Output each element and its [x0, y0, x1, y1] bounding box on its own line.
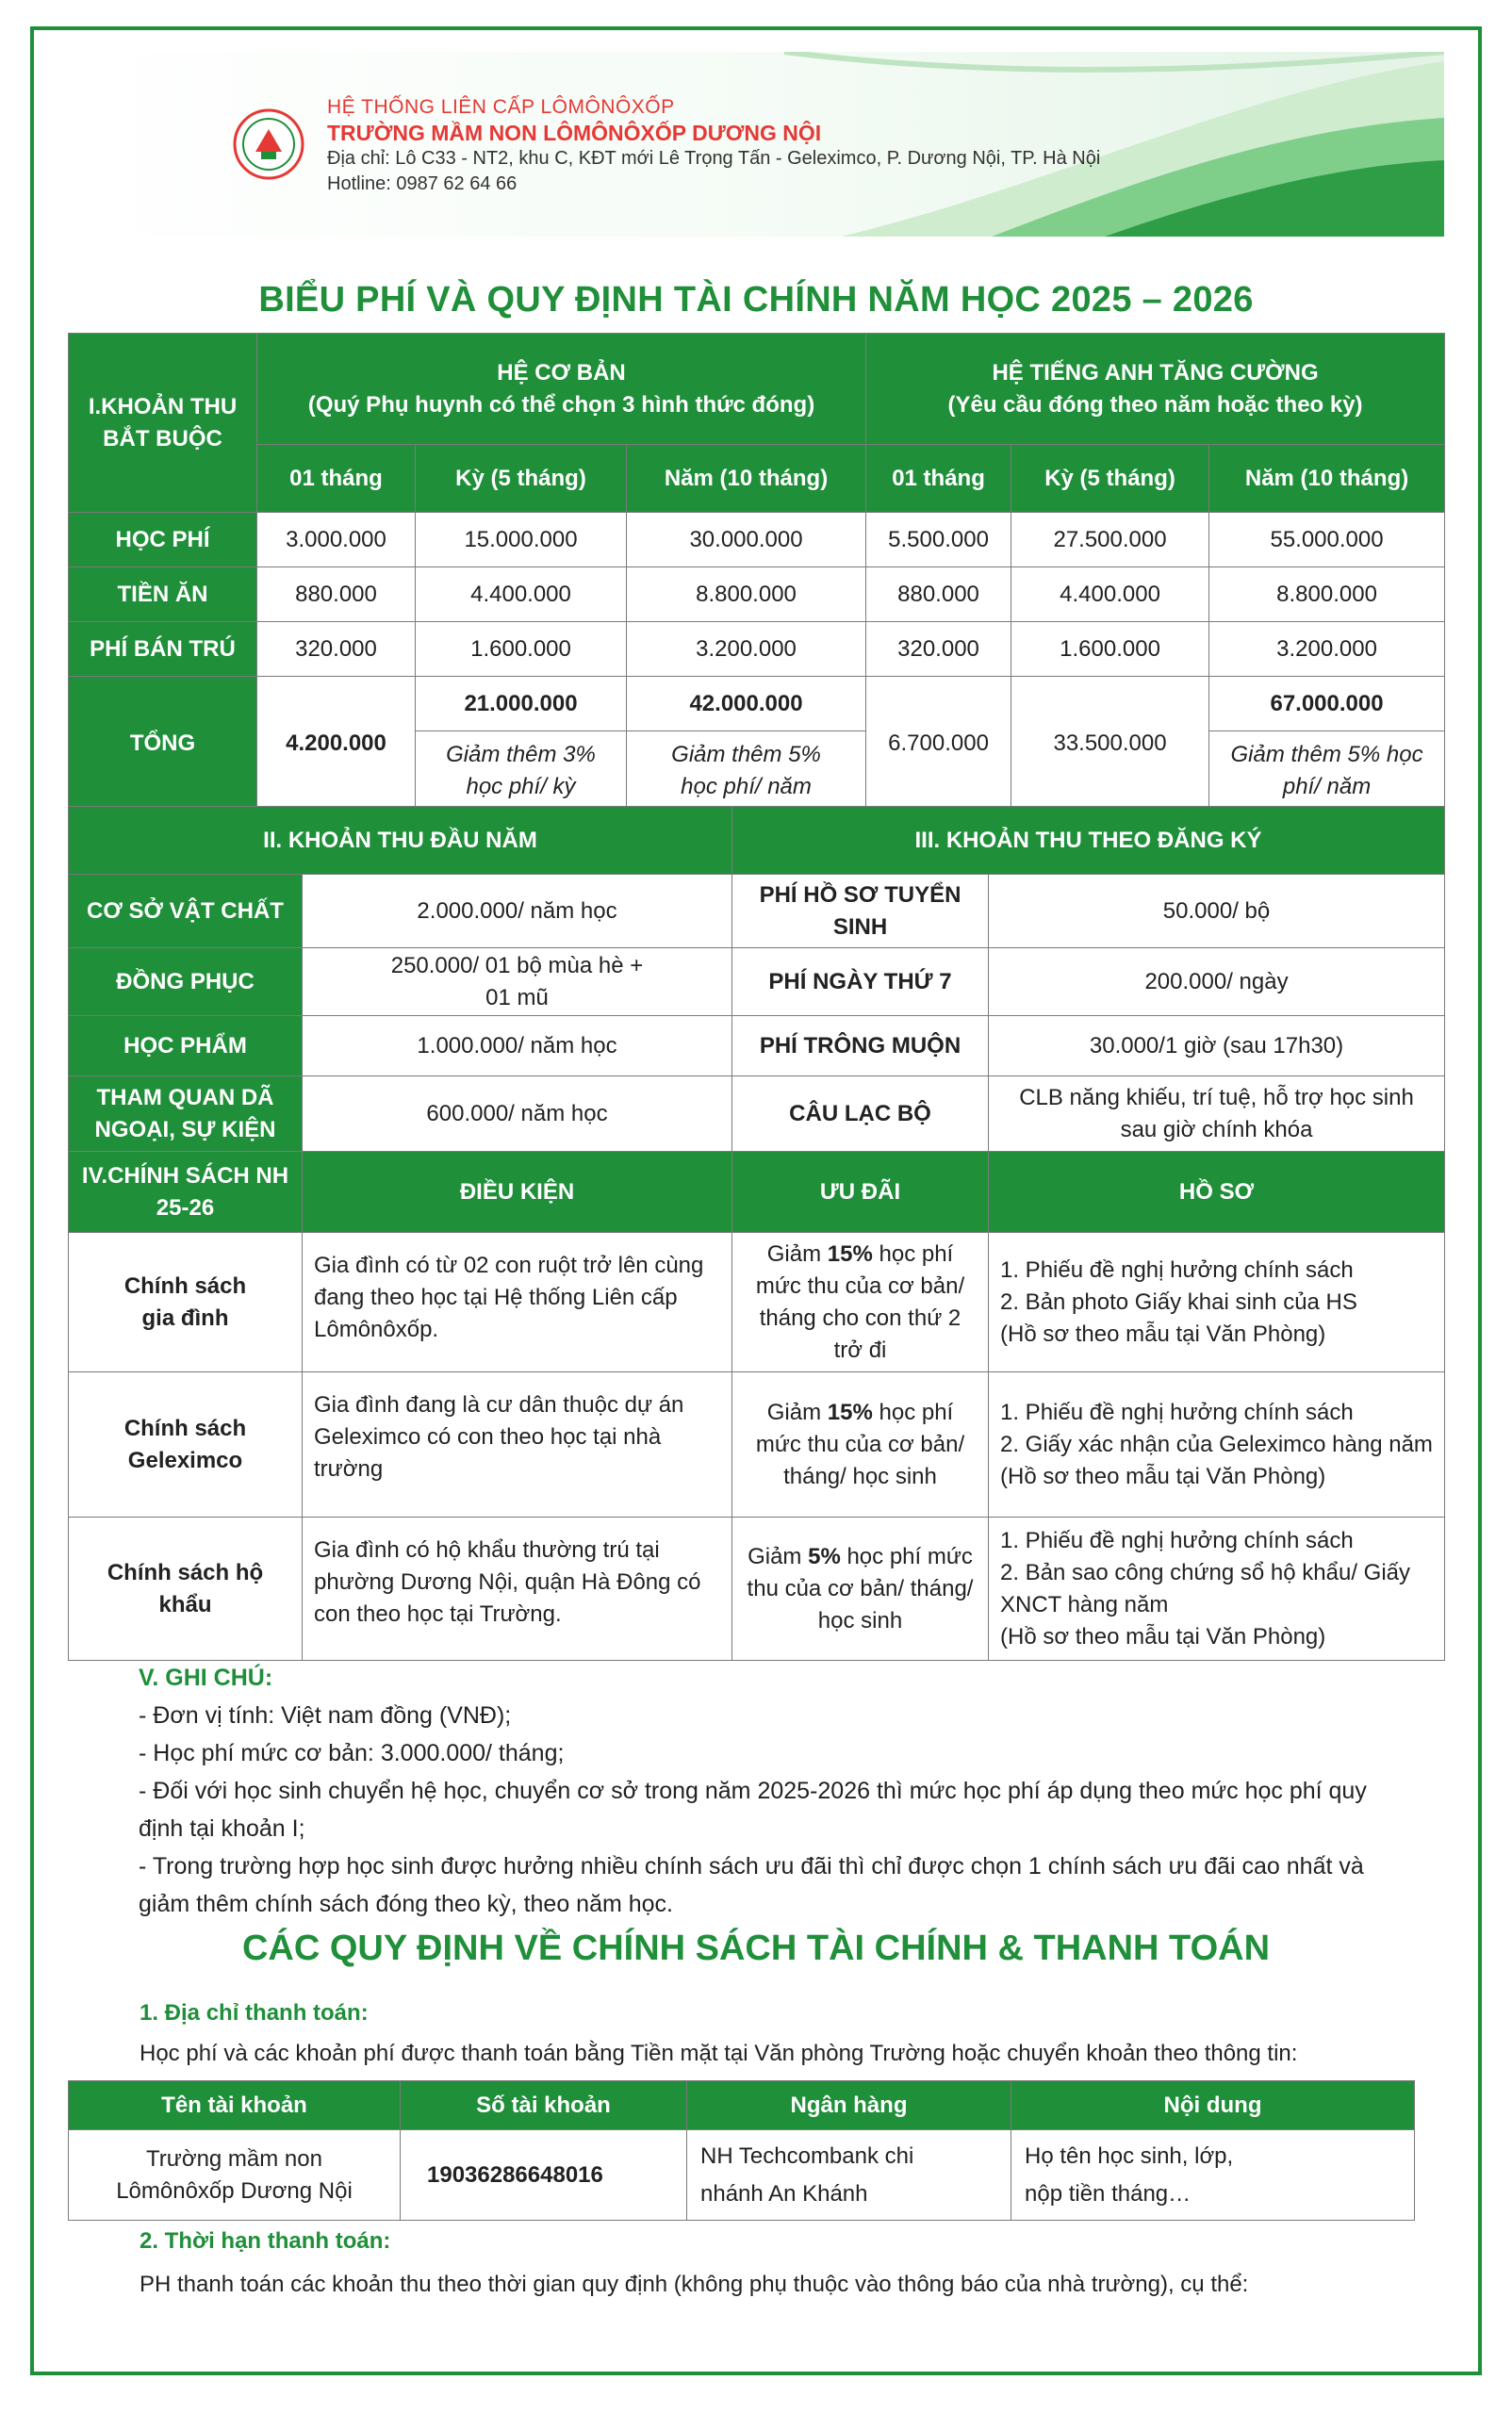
fee-cell: 320.000: [866, 622, 1011, 677]
documents-header: HỒ SƠ: [989, 1152, 1445, 1233]
document-item: 2. Giấy xác nhận của Geleximco hàng năm: [1000, 1431, 1433, 1457]
extra-fees-and-policy-table: [68, 806, 1445, 1661]
benefit-suffix: học phí mức thu của cơ bản/ tháng/ học sinh: [747, 1543, 974, 1633]
document-item: (Hồ sơ theo mẫu tại Văn Phòng): [1000, 1623, 1326, 1650]
document-item: (Hồ sơ theo mẫu tại Văn Phòng): [1000, 1463, 1326, 1489]
fee-cell: 1.600.000: [1011, 622, 1209, 677]
english-program-header: [866, 334, 1445, 445]
bank-account-table: [68, 2080, 1415, 2221]
col-header: Số tài khoản: [401, 2081, 687, 2130]
school-header: [68, 52, 1444, 237]
table-row: [69, 2130, 1415, 2221]
notes-title: V. GHI CHÚ:: [139, 1665, 273, 1691]
note-item: - Học phí mức cơ bản: 3.000.000/ tháng;: [139, 1740, 565, 1766]
document-item: 1. Phiếu đề nghị hưởng chính sách: [1000, 1527, 1354, 1553]
row-label: HỌC PHÍ: [69, 513, 257, 567]
fee-cell: 55.000.000: [1209, 513, 1445, 567]
table-row: [69, 1518, 1445, 1661]
total-english-year: 67.000.000: [1209, 677, 1445, 731]
fee-cell: 4.400.000: [1011, 567, 1209, 622]
benefit-percent: 5%: [808, 1543, 841, 1569]
benefit-suffix: học phí mức thu của cơ bản/ tháng cho con thứ 2 trở đi: [755, 1240, 965, 1363]
policy-name: Chính sách Geleximco: [69, 1372, 303, 1518]
table-row: [69, 1076, 1445, 1152]
fee-value: 2.000.000/ năm học: [303, 875, 732, 948]
basic-program-title: HỆ CƠ BẢN: [497, 359, 626, 386]
table-row: [69, 622, 1445, 677]
policy-documents: [989, 1372, 1445, 1518]
benefit-prefix: Giảm: [766, 1399, 828, 1425]
table-row: [69, 513, 1445, 567]
discount-note: Giảm thêm 3% học phí/ kỳ: [416, 731, 627, 811]
fee-cell: 3.200.000: [1209, 622, 1445, 677]
policy-benefit: [732, 1518, 989, 1661]
col-header: Nội dung: [1011, 2081, 1415, 2130]
section-iv-label: IV.CHÍNH SÁCH NH 25-26: [69, 1152, 303, 1233]
policy-benefit: [732, 1372, 989, 1518]
note-item: - Đối với học sinh chuyển hệ học, chuyển cơ sở trong năm 2025-2026 thì mức học phí áp dụng theo mức học phí quy định tại khoản I;: [139, 1778, 1367, 1842]
fee-value: 1.000.000/ năm học: [303, 1016, 732, 1076]
discount-note: Giảm thêm 5% học phí/ năm: [1209, 731, 1445, 811]
school-address: Địa chỉ: Lô C33 - NT2, khu C, KĐT mới Lê Trọng Tấn - Geleximco, P. Dương Nội, TP. Hà Nội: [327, 148, 1101, 169]
document-item: (Hồ sơ theo mẫu tại Văn Phòng): [1000, 1321, 1326, 1347]
row-label: TIỀN ĂN: [69, 567, 257, 622]
benefit-suffix: học phí mức thu của cơ bản/ tháng/ học sinh: [755, 1399, 965, 1489]
transfer-content: Họ tên học sinh, lớp, nộp tiền tháng…: [1011, 2130, 1415, 2221]
system-name: HỆ THỐNG LIÊN CẤP LÔMÔNÔXỐP: [327, 96, 675, 118]
fee-cell: 8.800.000: [1209, 567, 1445, 622]
total-basic-term: 21.000.000: [416, 677, 627, 731]
note-item: - Đơn vị tính: Việt nam đồng (VNĐ);: [139, 1702, 512, 1729]
fee-cell: 30.000.000: [627, 513, 866, 567]
table-row: [69, 875, 1445, 948]
condition-header: ĐIỀU KIỆN: [303, 1152, 732, 1233]
period-header: Năm (10 tháng): [1209, 445, 1445, 513]
section-i-label: I.KHOẢN THU BẮT BUỘC: [69, 334, 257, 513]
row-label: CƠ SỞ VẬT CHẤT: [69, 875, 303, 948]
payment-address-title: 1. Địa chỉ thanh toán:: [140, 2000, 369, 2026]
policy-benefit: [732, 1233, 989, 1372]
benefit-percent: 15%: [827, 1240, 873, 1267]
school-name: TRƯỜNG MẦM NON LÔMÔNÔXỐP DƯƠNG NỘI: [327, 121, 822, 145]
fee-cell: 1.600.000: [416, 622, 627, 677]
benefit-percent: 15%: [827, 1399, 873, 1425]
fee-cell: 320.000: [257, 622, 416, 677]
document-item: 1. Phiếu đề nghị hưởng chính sách: [1000, 1256, 1354, 1283]
document-item: 1. Phiếu đề nghị hưởng chính sách: [1000, 1399, 1354, 1425]
total-english-term: 33.500.000: [1011, 677, 1209, 811]
policy-condition: Gia đình có từ 02 con ruột trở lên cùng đang theo học tại Hệ thống Liên cấp Lômônôxốp.: [303, 1233, 732, 1372]
fee-cell: 3.200.000: [627, 622, 866, 677]
table-row: [69, 1233, 1445, 1372]
fee-cell: 27.500.000: [1011, 513, 1209, 567]
finance-title: CÁC QUY ĐỊNH VỀ CHÍNH SÁCH TÀI CHÍNH & THANH TOÁN: [241, 1929, 1271, 1968]
total-basic-month: 4.200.000: [257, 677, 416, 811]
policy-documents: [989, 1518, 1445, 1661]
bank-name: NH Techcombank chi nhánh An Khánh: [687, 2130, 1011, 2221]
hotline: Hotline: 0987 62 64 66: [327, 173, 518, 194]
page-title: BIỂU PHÍ VÀ QUY ĐỊNH TÀI CHÍNH NĂM HỌC 2025 – 2026: [258, 280, 1254, 320]
total-basic-year: 42.000.000: [627, 677, 866, 731]
fee-value: 250.000/ 01 bộ mùa hè + 01 mũ: [303, 948, 732, 1016]
benefit-prefix: Giảm: [766, 1240, 828, 1267]
col-header: Tên tài khoản: [69, 2081, 401, 2130]
col-header: Ngân hàng: [687, 2081, 1011, 2130]
english-program-sub: (Yêu cầu đóng theo năm hoặc theo kỳ): [947, 391, 1363, 418]
period-header: 01 tháng: [257, 445, 416, 513]
basic-program-sub: (Quý Phụ huynh có thể chọn 3 hình thức đóng): [307, 391, 815, 418]
account-name: Trường mầm non Lômônôxốp Dương Nội: [69, 2130, 401, 2221]
document-item: 2. Bản sao công chứng sổ hộ khẩu/ Giấy XNCT hàng năm: [1000, 1559, 1411, 1617]
table-row: [69, 948, 1445, 1016]
table-row: [69, 567, 1445, 622]
fee-value: 30.000/1 giờ (sau 17h30): [989, 1016, 1445, 1076]
discount-note: Giảm thêm 5% học phí/ năm: [627, 731, 866, 811]
row-label: HỌC PHẨM: [69, 1016, 303, 1076]
fee-value: CLB năng khiếu, trí tuệ, hỗ trợ học sinh sau giờ chính khóa: [989, 1076, 1445, 1152]
account-number: 19036286648016: [401, 2130, 687, 2221]
period-header: 01 tháng: [866, 445, 1011, 513]
period-header: Năm (10 tháng): [627, 445, 866, 513]
fee-cell: 4.400.000: [416, 567, 627, 622]
total-english-month: 6.700.000: [866, 677, 1011, 811]
row-label: PHÍ HỒ SƠ TUYỂN SINH: [732, 875, 989, 948]
period-header: Kỳ (5 tháng): [416, 445, 627, 513]
policy-documents: [989, 1233, 1445, 1372]
payment-deadline-title: 2. Thời hạn thanh toán:: [140, 2228, 391, 2254]
row-label: CÂU LẠC BỘ: [732, 1076, 989, 1152]
school-logo: [233, 108, 304, 180]
fee-value: 200.000/ ngày: [989, 948, 1445, 1016]
row-label: PHÍ TRÔNG MUỘN: [732, 1016, 989, 1076]
fee-value: 600.000/ năm học: [303, 1076, 732, 1152]
basic-program-header: [257, 334, 866, 445]
table-row: [69, 1016, 1445, 1076]
fee-cell: 15.000.000: [416, 513, 627, 567]
row-label: ĐỒNG PHỤC: [69, 948, 303, 1016]
row-label: PHÍ NGÀY THỨ 7: [732, 948, 989, 1016]
row-label: PHÍ BÁN TRÚ: [69, 622, 257, 677]
section-iii-header: III. KHOẢN THU THEO ĐĂNG KÝ: [732, 807, 1445, 875]
fee-cell: 880.000: [257, 567, 416, 622]
table-row: [69, 1372, 1445, 1518]
total-label: TỔNG: [69, 677, 257, 811]
mandatory-fees-table: [68, 333, 1445, 811]
fee-value: 50.000/ bộ: [989, 875, 1445, 948]
policy-condition: Gia đình đang là cư dân thuộc dự án Geleximco có con theo học tại nhà trường: [303, 1372, 732, 1518]
notes-section: [68, 1659, 1444, 1923]
policy-name: Chính sách gia đình: [69, 1233, 303, 1372]
fee-cell: 5.500.000: [866, 513, 1011, 567]
note-item: [68, 1847, 1444, 1923]
section-ii-header: II. KHOẢN THU ĐẦU NĂM: [69, 807, 732, 875]
payment-deadline-text: PH thanh toán các khoản thu theo thời gian quy định (không phụ thuộc vào thông báo của nhà trường), cụ thể:: [140, 2272, 1249, 2297]
fee-cell: 8.800.000: [627, 567, 866, 622]
payment-address-text: Học phí và các khoản phí được thanh toán bằng Tiền mặt tại Văn phòng Trường hoặc chuyển khoản theo thông tin:: [140, 2041, 1298, 2066]
fee-cell: 880.000: [866, 567, 1011, 622]
english-program-title: HỆ TIẾNG ANH TĂNG CƯỜNG: [992, 359, 1319, 386]
policy-name: Chính sách hộ khẩu: [69, 1518, 303, 1661]
document-item: 2. Bản photo Giấy khai sinh của HS: [1000, 1289, 1357, 1315]
period-header: Kỳ (5 tháng): [1011, 445, 1209, 513]
policy-condition: Gia đình có hộ khẩu thường trú tại phường Dương Nội, quận Hà Đông có con theo học tại Trường.: [303, 1518, 732, 1661]
note-item-text: - Trong trường hợp học sinh được hưởng nhiều chính sách ưu đãi thì chỉ được chọn 1 chính sách ưu đãi cao nhất và giảm thêm chính sách đóng theo kỳ, theo năm học.: [139, 1853, 1364, 1917]
benefit-prefix: Giảm: [748, 1543, 809, 1569]
benefit-header: ƯU ĐÃI: [732, 1152, 989, 1233]
fee-cell: 3.000.000: [257, 513, 416, 567]
row-label: THAM QUAN DÃ NGOẠI, SỰ KIỆN: [69, 1076, 303, 1152]
